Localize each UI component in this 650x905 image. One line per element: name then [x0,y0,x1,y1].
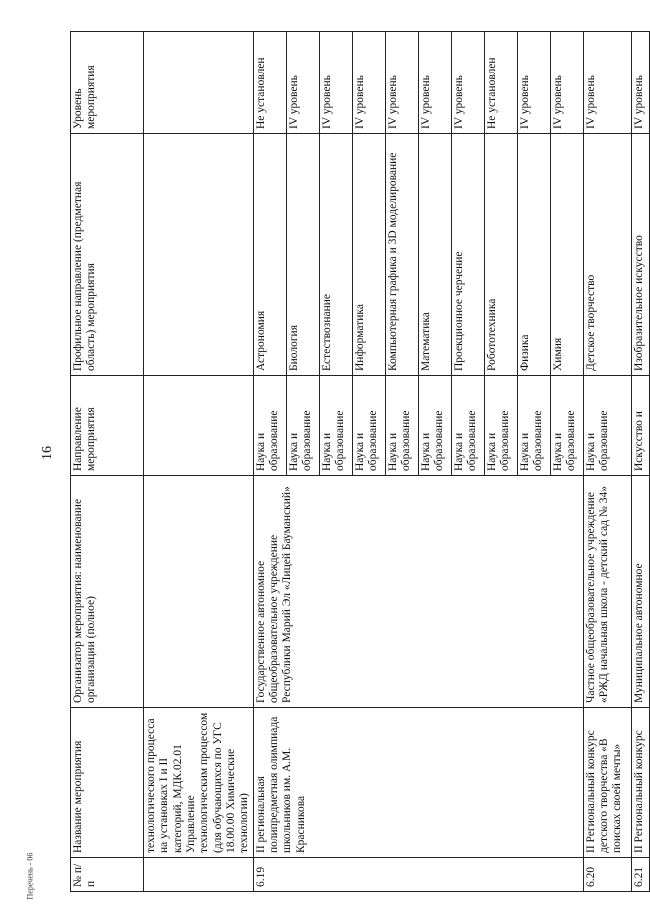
header-name: Название мероприятия [71,708,144,858]
header-profile: Профильное направление (предметная область) мероприятия [71,134,144,376]
cell-num [144,858,254,892]
rotated-table-sheet [70,32,645,892]
cell-direction: Наука и образование [352,376,385,476]
header-level: Уровень мероприятия [71,32,144,134]
cell-profile: Робототехника [484,134,517,376]
cell-name: II региональная полипредметная олимпиада школьников им. А.М. Красникова [253,708,583,858]
cell-direction: Наука и образование [484,376,517,476]
table-row-6-20 [583,32,631,892]
cell-organizer: Государственное автономное общеобразовательное учреждение Республики Марий Эл «Лицей Бауманский» [253,476,583,708]
cell-profile: Биология [286,134,319,376]
cell-profile: Физика [517,134,550,376]
footer-note: Перечень - 06 [25,852,35,900]
cell-profile: Информатика [352,134,385,376]
cell-level: IV уровень [451,32,484,134]
cell-level: IV уровень [352,32,385,134]
cell-level [144,32,254,134]
cell-direction: Наука и образование [319,376,352,476]
cell-name: II Региональный конкурс [631,708,649,858]
cell-level: IV уровень [517,32,550,134]
cell-direction: Наука и образование [385,376,418,476]
cell-direction: Наука и образование [451,376,484,476]
cell-direction: Наука и образование [550,376,583,476]
cell-level: IV уровень [286,32,319,134]
cell-direction: Наука и образование [517,376,550,476]
table-row-continued [144,32,254,892]
cell-direction [144,376,254,476]
cell-level: IV уровень [550,32,583,134]
cell-profile: Естествознание [319,134,352,376]
cell-profile: Астрономия [253,134,286,376]
cell-level: IV уровень [631,32,649,134]
cell-profile: Изобразительное искусство [631,134,649,376]
cell-num: 6.20 [583,858,631,892]
cell-name: II Региональный конкурс детского творчества «В поисках своей мечты» [583,708,631,858]
table-row-6-21 [631,32,649,892]
cell-organizer: Частное общеобразовательное учреждение «РЖД начальная школа - детский сад № 34» [583,476,631,708]
cell-organizer [144,476,254,708]
cell-direction: Искусство и [631,376,649,476]
cell-profile: Детское творчество [583,134,631,376]
header-organizer: Организатор мероприятия: наименование организации (полное) [71,476,144,708]
table-row-6-19 [253,32,286,892]
cell-num: 6.19 [253,858,583,892]
cell-direction: Наука и образование [583,376,631,476]
cell-level: Не установлен [253,32,286,134]
page-number: 16 [40,446,55,460]
header-num: № п/п [71,858,144,892]
cell-organizer: Муниципальное автономное [631,476,649,708]
cell-level: Не установлен [484,32,517,134]
header-direction: Направление мероприятия [71,376,144,476]
events-table [70,31,650,892]
cell-level: IV уровень [583,32,631,134]
cell-direction: Наука и образование [418,376,451,476]
table-rotation-wrapper [70,32,645,892]
cell-direction: Наука и образование [286,376,319,476]
cell-level: IV уровень [319,32,352,134]
cell-level: IV уровень [385,32,418,134]
cell-profile: Компьютерная графика и 3D моделирование [385,134,418,376]
cell-profile: Химия [550,134,583,376]
cell-profile [144,134,254,376]
cell-num: 6.21 [631,858,649,892]
cell-profile: Проекционное черчение [451,134,484,376]
cell-profile: Математика [418,134,451,376]
cell-level: IV уровень [418,32,451,134]
cell-name: технологического процесса на установках I и II категорий, МДК.02.01 Управление технологическим процессом (для обучающихся по УГС 18.00.00 Химические технологии) [144,708,254,858]
cell-direction: Наука и образование [253,376,286,476]
table-header-row [71,32,144,892]
